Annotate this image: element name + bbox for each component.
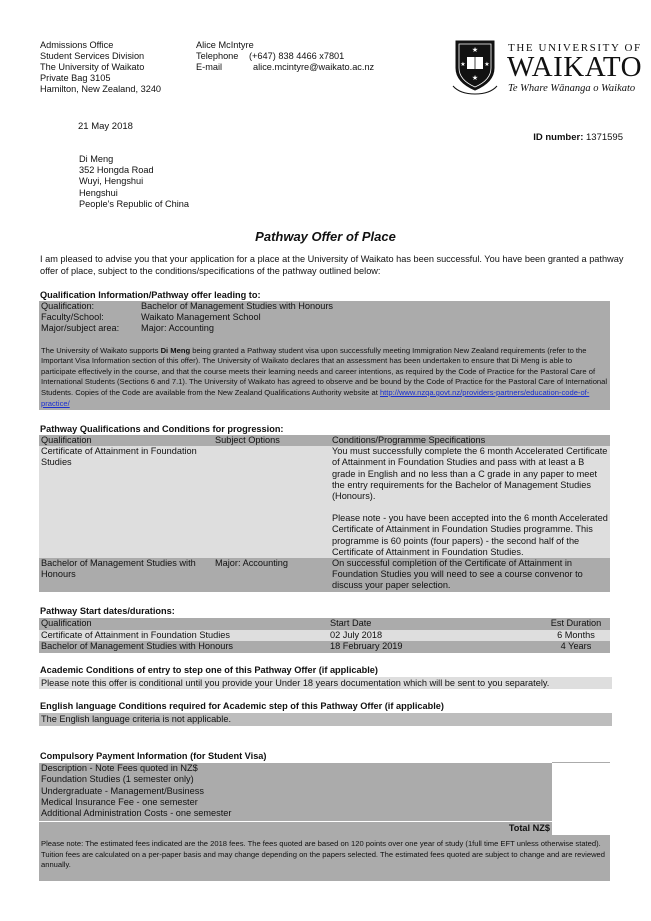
- svg-text:★: ★: [460, 62, 466, 68]
- payment-heading: Compulsory Payment Information (for Student Visa): [40, 751, 267, 761]
- major-value: Major: Accounting: [141, 323, 215, 334]
- conditions-note: Please note - you have been accepted into the 6 month Accelerated Certificate of Attainment in Foundation Studies programme. This programme is 60 points (four papers) - the second half of the Certificate of Attainment in Foundation Studies.: [332, 513, 608, 557]
- recipient-line: Di Meng: [79, 154, 114, 164]
- start-date-cell: 18 February 2019: [330, 641, 403, 651]
- email-label: E-mail: [196, 62, 223, 72]
- page-title: Pathway Offer of Place: [255, 229, 396, 244]
- subject-cell: Major: Accounting: [215, 558, 289, 569]
- subject-cell: [213, 446, 330, 558]
- logo-top-line: THE UNIVERSITY OF: [508, 42, 642, 54]
- svg-text:★: ★: [471, 75, 479, 82]
- table-row: [39, 446, 610, 558]
- sender-address: [40, 40, 161, 95]
- column-header: Start Date: [330, 618, 372, 628]
- qualification-info-box: [39, 301, 610, 410]
- table-row: [39, 558, 610, 592]
- university-logo: [452, 38, 642, 100]
- pathway-quals-table: [39, 435, 610, 592]
- major-row: [39, 323, 610, 334]
- faculty-label: Faculty/School:: [41, 312, 104, 323]
- column-header: Qualification: [41, 618, 92, 628]
- total-label: Total NZ$: [508, 823, 550, 833]
- column-header: Qualification: [41, 435, 92, 445]
- logo-name: WAIKATO: [507, 51, 643, 83]
- id-label: ID number:: [533, 132, 584, 143]
- table-header-row: [39, 435, 610, 446]
- address-line: Private Bag 3105: [40, 73, 111, 83]
- academic-conditions-heading: Academic Conditions of entry to step one of this Pathway Offer (if applicable): [40, 665, 378, 675]
- contact-name: Alice McIntyre: [196, 40, 254, 50]
- email-value: alice.mcintyre@waikato.ac.nz: [253, 62, 375, 72]
- address-line: Student Services Division: [40, 51, 145, 61]
- recipient-line: 352 Hongda Road: [79, 165, 154, 176]
- qualification-cell: Certificate of Attainment in Foundation Studies: [41, 446, 197, 468]
- payment-item: Description - Note Fees quoted in NZ$: [41, 763, 198, 773]
- qualification-cell: Bachelor of Management Studies with Honours: [41, 641, 234, 651]
- recipient-address: [79, 154, 189, 210]
- table-header-row: [39, 618, 610, 630]
- column-header: Subject Options: [215, 435, 280, 445]
- start-dates-heading: Pathway Start dates/durations:: [40, 606, 175, 616]
- svg-text:★: ★: [484, 62, 490, 68]
- faculty-row: [39, 312, 610, 323]
- payment-item: Medical Insurance Fee - one semester: [41, 796, 198, 807]
- visa-statement: [39, 342, 610, 410]
- qualification-value: Bachelor of Management Studies with Honours: [141, 301, 334, 311]
- column-header: Est Duration: [550, 618, 602, 628]
- student-name: Di Meng: [160, 345, 191, 355]
- payment-items-box: [39, 763, 552, 821]
- telephone-value: (+647) 838 4466 x7801: [249, 51, 345, 61]
- start-date-cell: 02 July 2018: [330, 629, 383, 640]
- address-line: Hamilton, New Zealand, 3240: [40, 84, 162, 94]
- faculty-value: Waikato Management School: [141, 312, 261, 323]
- total-row: [39, 822, 552, 835]
- column-header: Conditions/Programme Specifications: [332, 435, 486, 445]
- qualification-cell: Bachelor of Management Studies with Honours: [41, 558, 196, 580]
- contact-block: [196, 40, 374, 73]
- qualification-label: Qualification:: [41, 301, 95, 311]
- intro-paragraph: I am pleased to advise you that your application for a place at the University of Waikato has been successful. You have been granted a pathway offer of place, subject to the conditions/specifications of the pathway outlined below:: [40, 254, 624, 276]
- address-line: The University of Waikato: [40, 62, 145, 72]
- visa-text-body: being granted a Pathway student visa upon successfully meeting Immigration New Zealand requirements (refer to the Important Visa Information section of this offer). The University of Waikato declares that an assessment has been undertaken to ensure that Di Meng is able to participate effectively in the course, and that the course meets their learning needs and career intentions, as required by the Code of Practice for the Pastoral Care of International Students (Sections 6 and 7.1). The University of Waikato has agreed to observe and be bound by the Code of Practice for the Pastoral Care of International Students. Copies of the Code are available from the New Zealand Qualifications Authority website at: [41, 345, 608, 397]
- table-row: [39, 641, 610, 653]
- conditions-text: You must successfully complete the 6 month Accelerated Certificate of Attainment in Foundation Studies and pass with at least a B grade in English and no less than a C grade in any paper to meet the entry requirements for the Bachelor of Management Studies (Honours).: [332, 446, 608, 502]
- duration-cell: 6 Months: [557, 629, 595, 640]
- redacted-amounts: [552, 763, 610, 834]
- conditions-cell: On successful completion of the Certificate of Attainment in Foundation Studies you will need to see a course convenor to discuss your paper selection.: [332, 558, 583, 591]
- recipient-line: People's Republic of China: [79, 198, 190, 209]
- email-row: [196, 62, 374, 73]
- university-crest-icon: [452, 38, 498, 96]
- telephone-label: Telephone: [196, 51, 239, 61]
- recipient-line: Wuyi, Hengshui: [79, 176, 144, 187]
- major-label: Major/subject area:: [41, 323, 120, 334]
- start-dates-table: [39, 618, 610, 653]
- qualification-info-heading: Qualification Information/Pathway offer leading to:: [40, 290, 261, 300]
- pathway-quals-heading: Pathway Qualifications and Conditions for progression:: [40, 424, 284, 434]
- svg-text:★: ★: [471, 47, 479, 54]
- english-conditions-text: The English language criteria is not applicable.: [39, 713, 612, 726]
- duration-cell: 4 Years: [560, 641, 592, 651]
- payment-item: Undergraduate - Management/Business: [41, 785, 204, 796]
- fees-note: Please note: The estimated fees indicated are the 2018 fees. The fees quoted are based on 120 points over one year of study (1full time EFT unless otherwise stated). Tuition fees are calculated on a per-paper basis and may change depending on the papers selected. The estimated fees quoted are subject to change and are reviewed annually.: [39, 835, 610, 881]
- payment-item: Additional Administration Costs - one semester: [41, 808, 232, 819]
- telephone-row: [196, 51, 374, 62]
- conditions-cell: [330, 446, 610, 558]
- qualification-cell: Certificate of Attainment in Foundation Studies: [41, 629, 230, 640]
- english-conditions-heading: English language Conditions required for Academic step of this Pathway Offer (if applicable): [40, 701, 444, 711]
- address-line: Admissions Office: [40, 40, 114, 50]
- visa-text-start: The University of Waikato supports: [41, 345, 161, 355]
- id-value: 1371595: [586, 132, 623, 143]
- id-number: [533, 132, 623, 143]
- logo-maori-name: Te Whare Wānanga o Waikato: [508, 83, 636, 94]
- table-row: [39, 630, 610, 642]
- payment-item: Foundation Studies (1 semester only): [41, 774, 194, 785]
- academic-conditions-text: Please note this offer is conditional until you provide your Under 18 years documentation which will be sent to you separately.: [39, 677, 612, 689]
- nzqa-code-link[interactable]: http://www.nzqa.govt.nz/providers-partners/education-code-of-practice/: [41, 387, 590, 408]
- qualification-row: [39, 301, 610, 312]
- letter-date: 21 May 2018: [78, 121, 133, 132]
- recipient-line: Hengshui: [79, 187, 118, 198]
